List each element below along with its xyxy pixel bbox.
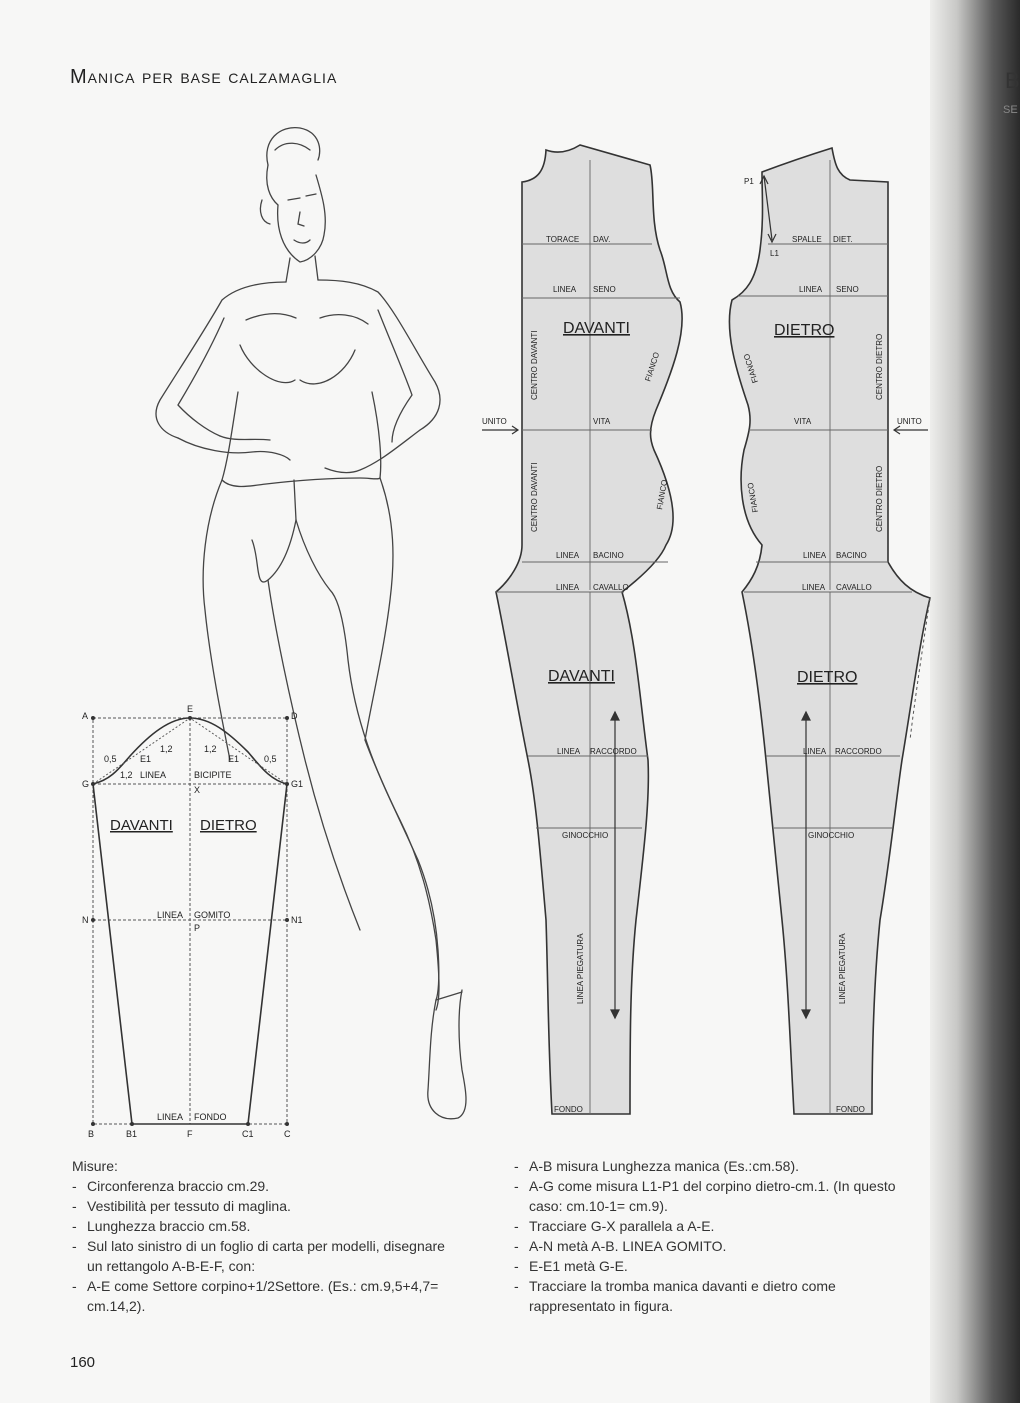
back-linea-piegatura-label: LINEA PIEGATURA <box>838 933 847 1004</box>
measure-12-b: 1,2 <box>204 744 217 754</box>
measure-05-left: 0,5 <box>104 754 117 764</box>
back-linea-bacino-label-1: LINEA <box>803 551 827 560</box>
note-right-item: - A-B misura Lunghezza manica (Es.:cm.58). <box>514 1156 914 1176</box>
front-fondo-label: FONDO <box>554 1105 583 1114</box>
page-title: Manica per base calzamaglia <box>70 66 338 88</box>
front-linea-seno-label-1: LINEA <box>553 285 577 294</box>
next-page-subtitle: SE <box>1003 104 1018 116</box>
front-fianco-label-2: FIANCO <box>655 479 670 511</box>
back-linea-raccordo-label-2: RACCORDO <box>835 747 882 756</box>
note-right-item: - A-N metà A-B. LINEA GOMITO. <box>514 1236 914 1256</box>
back-p1-label: P1 <box>744 177 754 186</box>
notes-right-column <box>514 1156 914 1316</box>
sleeve-linea-fondo-label-1: LINEA <box>157 1112 184 1122</box>
back-leg-title: DIETRO <box>797 669 858 686</box>
measure-12-c: 1,2 <box>120 770 133 780</box>
back-centro-dietro-label-2: CENTRO DIETRO <box>875 465 884 532</box>
point-x-label: X <box>194 785 201 795</box>
back-body-pattern <box>729 148 930 1114</box>
point-c1-label: C1 <box>242 1129 254 1139</box>
point-e1-left-label: E1 <box>140 754 152 764</box>
point-g-label: G <box>82 779 90 789</box>
point-b-label: B <box>88 1129 95 1139</box>
back-vita-label: VITA <box>794 417 812 426</box>
page-number: 160 <box>70 1354 96 1371</box>
sleeve-linea-bicipite-label-1: LINEA <box>140 770 167 780</box>
front-centro-davanti-label-1: CENTRO DAVANTI <box>530 330 539 400</box>
back-linea-cavallo-label-2: CAVALLO <box>836 583 872 592</box>
back-centro-dietro-label-1: CENTRO DIETRO <box>875 333 884 400</box>
back-ginocchio-label: GINOCCHIO <box>808 831 855 840</box>
point-n1-label: N1 <box>291 915 303 925</box>
measure-12-a: 1,2 <box>160 744 173 754</box>
note-right-item: - A-G come misura L1-P1 del corpino dietro-cm.1. (In questo caso: cm.10-1= cm.9). <box>514 1176 914 1216</box>
front-bodice-title: DAVANTI <box>563 320 630 337</box>
sleeve-linea-fondo-label-2: FONDO <box>194 1112 227 1122</box>
back-fondo-label: FONDO <box>836 1105 865 1114</box>
back-spalle-label: SPALLE <box>792 235 822 244</box>
front-unito-label: UNITO <box>482 417 507 426</box>
point-p-label: P <box>194 923 201 933</box>
back-fianco-label-1: FIANCO <box>741 352 760 385</box>
point-n-label: N <box>82 915 89 925</box>
front-linea-raccordo-label-2: RACCORDO <box>590 747 637 756</box>
sleeve-pattern <box>82 704 303 1139</box>
point-d-label: D <box>291 711 298 721</box>
point-e1-right-label: E1 <box>228 754 240 764</box>
back-linea-seno-label-2: SENO <box>836 285 859 294</box>
back-linea-raccordo-label-1: LINEA <box>803 747 827 756</box>
back-linea-bacino-label-2: BACINO <box>836 551 867 560</box>
sleeve-linea-gomito-label-2: GOMITO <box>194 910 231 920</box>
sleeve-linea-gomito-label-1: LINEA <box>157 910 184 920</box>
back-linea-cavallo-label-1: LINEA <box>802 583 826 592</box>
back-fianco-label-2: FIANCO <box>745 481 760 514</box>
front-body-pattern <box>482 145 682 1114</box>
measure-05-right: 0,5 <box>264 754 277 764</box>
front-linea-bacino-label-2: BACINO <box>593 551 624 560</box>
front-dav-label: DAV. <box>593 235 611 244</box>
sleeve-dietro-label: DIETRO <box>200 817 257 834</box>
front-torace-label: TORACE <box>546 235 580 244</box>
note-right-item: - E-E1 metà G-E. <box>514 1256 914 1276</box>
note-left-item: - Vestibilità per tessuto di maglina. <box>72 1196 452 1216</box>
back-unito-label: UNITO <box>897 417 922 426</box>
back-bodice-title: DIETRO <box>774 322 835 339</box>
sleeve-davanti-label: DAVANTI <box>110 817 173 834</box>
point-g1-label: G1 <box>291 779 304 789</box>
back-diet-label: DIET. <box>833 235 853 244</box>
note-left-item: - Lunghezza braccio cm.58. <box>72 1216 452 1236</box>
front-linea-bacino-label-1: LINEA <box>556 551 580 560</box>
sleeve-linea-bicipite-label-2: BICIPITE <box>194 770 232 780</box>
note-left-item: - A-E come Settore corpino+1/2Settore. (Es.: cm.9,5+4,7= cm.14,2). <box>72 1276 452 1316</box>
front-linea-cavallo-label-1: LINEA <box>556 583 580 592</box>
notes-heading: Misure: <box>72 1158 118 1174</box>
point-f-label: F <box>187 1129 193 1139</box>
note-right-item: - Tracciare la tromba manica davanti e dietro come rappresentato in figura. <box>514 1276 914 1316</box>
point-e-label: E <box>187 704 194 714</box>
back-l1-label: L1 <box>770 249 779 258</box>
front-linea-cavallo-label-2: CAVALLO <box>593 583 629 592</box>
front-fianco-label-1: FIANCO <box>643 351 662 383</box>
point-c-label: C <box>284 1129 291 1139</box>
front-leg-title: DAVANTI <box>548 668 615 685</box>
note-left-item: - Sul lato sinistro di un foglio di carta per modelli, disegnare un rettangolo A-B-E-F, con: <box>72 1236 452 1276</box>
front-centro-davanti-label-2: CENTRO DAVANTI <box>530 462 539 532</box>
back-linea-seno-label-1: LINEA <box>799 285 823 294</box>
notes-left-column <box>72 1156 452 1316</box>
front-ginocchio-label: GINOCCHIO <box>562 831 609 840</box>
next-page-title-initial: B <box>1005 68 1020 93</box>
front-linea-raccordo-label-1: LINEA <box>557 747 581 756</box>
note-left-item: - Circonferenza braccio cm.29. <box>72 1176 452 1196</box>
front-linea-seno-label-2: SENO <box>593 285 616 294</box>
front-linea-piegatura-label: LINEA PIEGATURA <box>576 933 585 1004</box>
point-a-label: A <box>82 711 89 721</box>
front-vita-label: VITA <box>593 417 611 426</box>
point-b1-label: B1 <box>126 1129 138 1139</box>
fashion-figure-sketch <box>156 128 466 1119</box>
note-right-item: - Tracciare G-X parallela a A-E. <box>514 1216 914 1236</box>
